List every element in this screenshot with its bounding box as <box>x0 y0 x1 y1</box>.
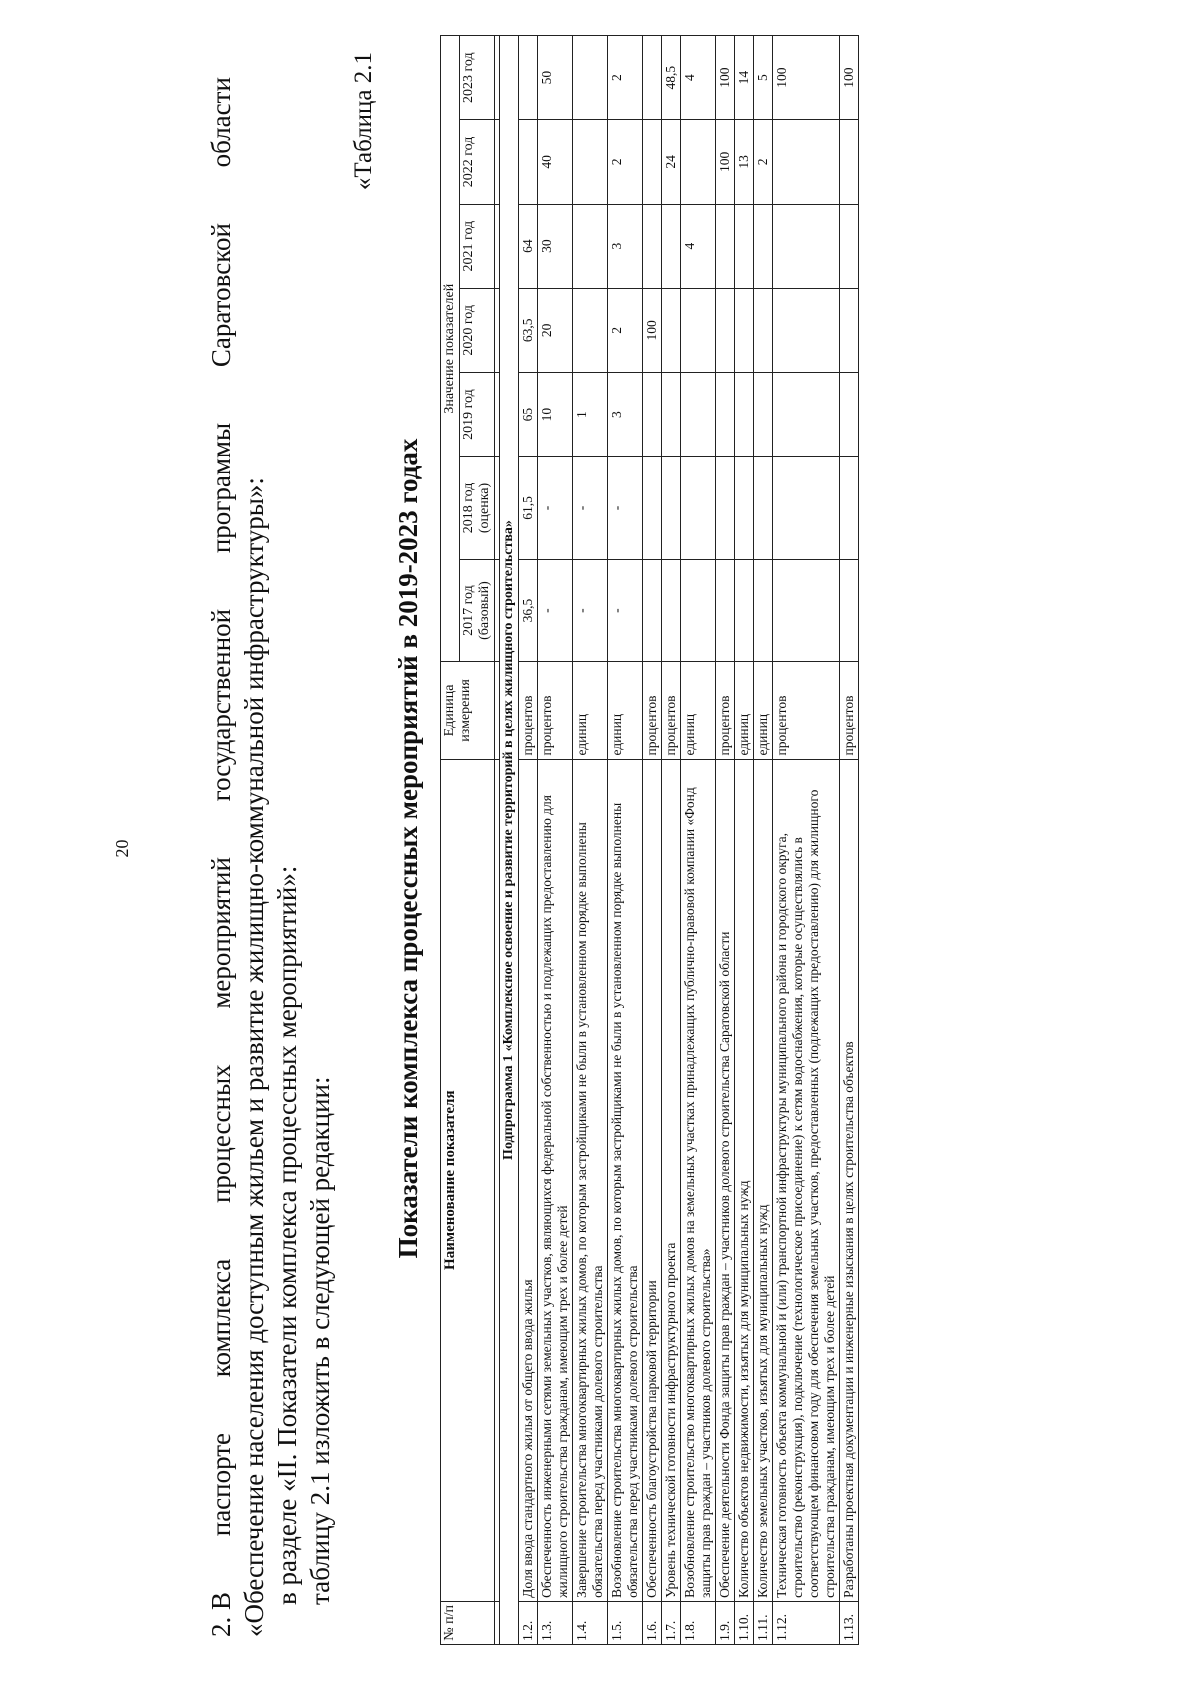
row-value: 100 <box>716 36 735 120</box>
intro-line-1 <box>205 77 238 1637</box>
row-value <box>519 120 538 204</box>
row-value: 13 <box>735 120 754 204</box>
row-value: 2 <box>608 120 643 204</box>
row-unit: единиц <box>573 662 608 759</box>
row-value <box>662 288 681 372</box>
header-year: 2017 год (базовый) <box>460 559 495 662</box>
row-value <box>773 457 840 560</box>
row-value <box>840 372 859 456</box>
intro-word: мероприятий <box>206 857 236 1009</box>
row-name: Разработаны проектная документации и инженерные изыскания в целях строительства объектов <box>840 759 859 1601</box>
row-num: 1.3. <box>538 1601 573 1644</box>
row-name: Уровень технической готовности инфраструктурного проекта <box>662 759 681 1601</box>
row-value <box>573 120 608 204</box>
subprogram-title: Подпрограмма 1 «Комплексное освоение и развитие территорий в целях жилищного строительства» <box>500 36 519 1645</box>
row-name: Возобновление строительство многоквартирных жилых домов на земельных участках принадлежащих публично-правовой компании «Фонд защиты прав граждан – участников долевого строительства» <box>681 759 716 1601</box>
row-value: 5 <box>754 36 773 120</box>
intro-word: процессных <box>206 1064 236 1204</box>
table-row <box>538 36 573 1645</box>
row-num: 1.6. <box>643 1601 662 1644</box>
row-value <box>754 457 773 560</box>
row-value <box>754 204 773 288</box>
intro-line-4: таблицу 2.1 изложить в следующей редакции: <box>305 1076 335 1605</box>
page-number: 20 <box>112 839 132 858</box>
table-row <box>840 36 859 1645</box>
row-value <box>643 559 662 662</box>
row-value: 100 <box>773 36 840 120</box>
row-value <box>754 559 773 662</box>
table-row <box>662 36 681 1645</box>
intro-word: государственной <box>206 608 236 802</box>
row-value <box>735 559 754 662</box>
row-num: 1.5. <box>608 1601 643 1644</box>
row-name: Количество земельных участков, изъятых для муниципальных нужд <box>754 759 773 1601</box>
row-value <box>716 457 735 560</box>
row-value <box>773 120 840 204</box>
table-row <box>773 36 840 1645</box>
row-value: 61,5 <box>519 457 538 560</box>
header-values-group: Значение показателей <box>441 36 460 662</box>
intro-word: области <box>206 77 236 168</box>
row-num: 1.8. <box>681 1601 716 1644</box>
row-value <box>662 559 681 662</box>
row-value <box>573 288 608 372</box>
row-value: 65 <box>519 372 538 456</box>
row-num: 1.2. <box>519 1601 538 1644</box>
row-unit: процентов <box>773 662 840 759</box>
table-row <box>735 36 754 1645</box>
header-unit: Единица измерения <box>441 662 495 759</box>
subprogram-row <box>500 36 519 1645</box>
row-value: 10 <box>538 372 573 456</box>
table-row <box>519 36 538 1645</box>
row-value: 36,5 <box>519 559 538 662</box>
intro-paragraph <box>205 77 337 1637</box>
row-value: - <box>538 559 573 662</box>
row-value <box>840 288 859 372</box>
table-row <box>681 36 716 1645</box>
row-value: 64 <box>519 204 538 288</box>
row-unit: единиц <box>681 662 716 759</box>
row-num: 1.9. <box>716 1601 735 1644</box>
indicators-table <box>440 35 859 1645</box>
intro-word: паспорте <box>206 1432 236 1537</box>
intro-line-2: «Обеспечение населения доступным жильем и развитие жилищно-коммунальной инфраструктуры»: <box>239 477 269 1637</box>
row-value: 48,5 <box>662 36 681 120</box>
row-value <box>735 204 754 288</box>
row-value <box>662 457 681 560</box>
row-value: 4 <box>681 204 716 288</box>
header-year: 2022 год <box>460 120 495 204</box>
row-value <box>643 36 662 120</box>
header-year: 2023 год <box>460 36 495 120</box>
row-unit: процентов <box>662 662 681 759</box>
row-unit: единиц <box>754 662 773 759</box>
row-unit: процентов <box>519 662 538 759</box>
row-value: 2 <box>608 36 643 120</box>
row-value: - <box>573 559 608 662</box>
intro-line-3: в разделе «II. Показатели комплекса процессных мероприятий»: <box>272 865 302 1605</box>
row-unit: процентов <box>840 662 859 759</box>
row-value <box>519 36 538 120</box>
row-name: Обеспечение деятельности Фонда защиты прав граждан – участников долевого строительства Саратовской области <box>716 759 735 1601</box>
row-name: Количество объектов недвижимости, изъятых для муниципальных нужд <box>735 759 754 1601</box>
row-value <box>716 559 735 662</box>
row-value <box>681 559 716 662</box>
row-name: Обеспеченность инженерными сетями земельных участков, являющихся федеральной собственностью и подлежащих предоставлению для жилищного строительства гражданам, имеющим трех и более детей <box>538 759 573 1601</box>
row-value: 14 <box>735 36 754 120</box>
table-row <box>716 36 735 1645</box>
row-value <box>643 457 662 560</box>
row-value <box>754 372 773 456</box>
header-year: 2021 год <box>460 204 495 288</box>
row-value <box>735 288 754 372</box>
row-value <box>643 372 662 456</box>
row-num: 1.11. <box>754 1601 773 1644</box>
header-num: № п/п <box>441 1601 495 1644</box>
row-value: 1 <box>573 372 608 456</box>
row-unit: процентов <box>538 662 573 759</box>
row-value <box>643 120 662 204</box>
intro-word: программы <box>206 422 236 554</box>
row-value <box>681 288 716 372</box>
row-value: 100 <box>716 120 735 204</box>
table-row <box>608 36 643 1645</box>
row-value: 40 <box>538 120 573 204</box>
row-value: 4 <box>681 36 716 120</box>
row-value <box>773 204 840 288</box>
row-num: 1.4. <box>573 1601 608 1644</box>
row-value: 20 <box>538 288 573 372</box>
row-value <box>840 204 859 288</box>
row-value <box>573 204 608 288</box>
row-value <box>643 204 662 288</box>
table-row <box>754 36 773 1645</box>
row-value <box>773 372 840 456</box>
table-row <box>573 36 608 1645</box>
row-value: 2 <box>608 288 643 372</box>
row-value <box>840 457 859 560</box>
row-unit: единиц <box>608 662 643 759</box>
row-value <box>716 372 735 456</box>
row-value <box>754 288 773 372</box>
row-unit: процентов <box>643 662 662 759</box>
row-value: 3 <box>608 372 643 456</box>
row-value <box>773 288 840 372</box>
header-name: Наименование показателя <box>441 759 495 1601</box>
row-value <box>681 120 716 204</box>
row-name: Возобновление строительства многоквартирных жилых домов, по которым застройщиками не были в установленном порядке выполнены обязательства перед участниками долевого строительства <box>608 759 643 1601</box>
row-value: 3 <box>608 204 643 288</box>
row-value: - <box>538 457 573 560</box>
header-year: 2020 год <box>460 288 495 372</box>
row-value <box>716 288 735 372</box>
row-value: 2 <box>754 120 773 204</box>
row-value: 100 <box>643 288 662 372</box>
row-value <box>662 372 681 456</box>
table-reference: «Таблица 2.1 <box>350 52 377 191</box>
row-name: Обеспеченность благоустройства парковой территории <box>643 759 662 1601</box>
header-year: 2019 год <box>460 372 495 456</box>
table-body <box>495 36 859 1645</box>
row-value <box>716 204 735 288</box>
row-value <box>840 559 859 662</box>
row-value <box>573 36 608 120</box>
row-value <box>681 372 716 456</box>
row-value: 100 <box>840 36 859 120</box>
row-value: 50 <box>538 36 573 120</box>
row-value <box>735 372 754 456</box>
row-name: Доля ввода стандартного жилья от общего ввода жилья <box>519 759 538 1601</box>
row-value <box>662 204 681 288</box>
table-row <box>643 36 662 1645</box>
row-num: 1.13. <box>840 1601 859 1644</box>
row-value: - <box>608 559 643 662</box>
row-value: 30 <box>538 204 573 288</box>
row-value: - <box>573 457 608 560</box>
row-unit: процентов <box>716 662 735 759</box>
intro-word: Саратовской <box>206 223 236 368</box>
row-value <box>681 457 716 560</box>
row-num: 1.7. <box>662 1601 681 1644</box>
row-name: Техническая готовность объекта коммунальной и (или) транспортной инфраструктуры муниципального района и городского округа, строительство (реконструкция), подключение (технологическое присоединение) к сетям водоснабжения, которые осуществлялись в соответствующем финансовом году для обеспечения земельных участков, предоставленных (подлежащих предоставлению) для жилищного строительства гражданам, имеющим трех и более детей <box>773 759 840 1601</box>
row-value <box>773 559 840 662</box>
header-year: 2018 год (оценка) <box>460 457 495 560</box>
row-num: 1.10. <box>735 1601 754 1644</box>
row-value: 24 <box>662 120 681 204</box>
table-title: Показатели комплекса процессных мероприятий в 2019-2023 годах <box>393 438 423 1259</box>
row-value: - <box>608 457 643 560</box>
row-value <box>735 457 754 560</box>
row-unit: единиц <box>735 662 754 759</box>
row-name: Завершение строительства многоквартирных жилых домов, по которым застройщиками не были в установленном порядке выполнены обязательства перед участниками долевого строительства <box>573 759 608 1601</box>
intro-word: комплекса <box>206 1258 236 1378</box>
row-num: 1.12. <box>773 1601 840 1644</box>
row-value <box>840 120 859 204</box>
row-value: 63,5 <box>519 288 538 372</box>
header-row <box>441 36 460 1645</box>
intro-word: 2. В <box>206 1591 236 1637</box>
